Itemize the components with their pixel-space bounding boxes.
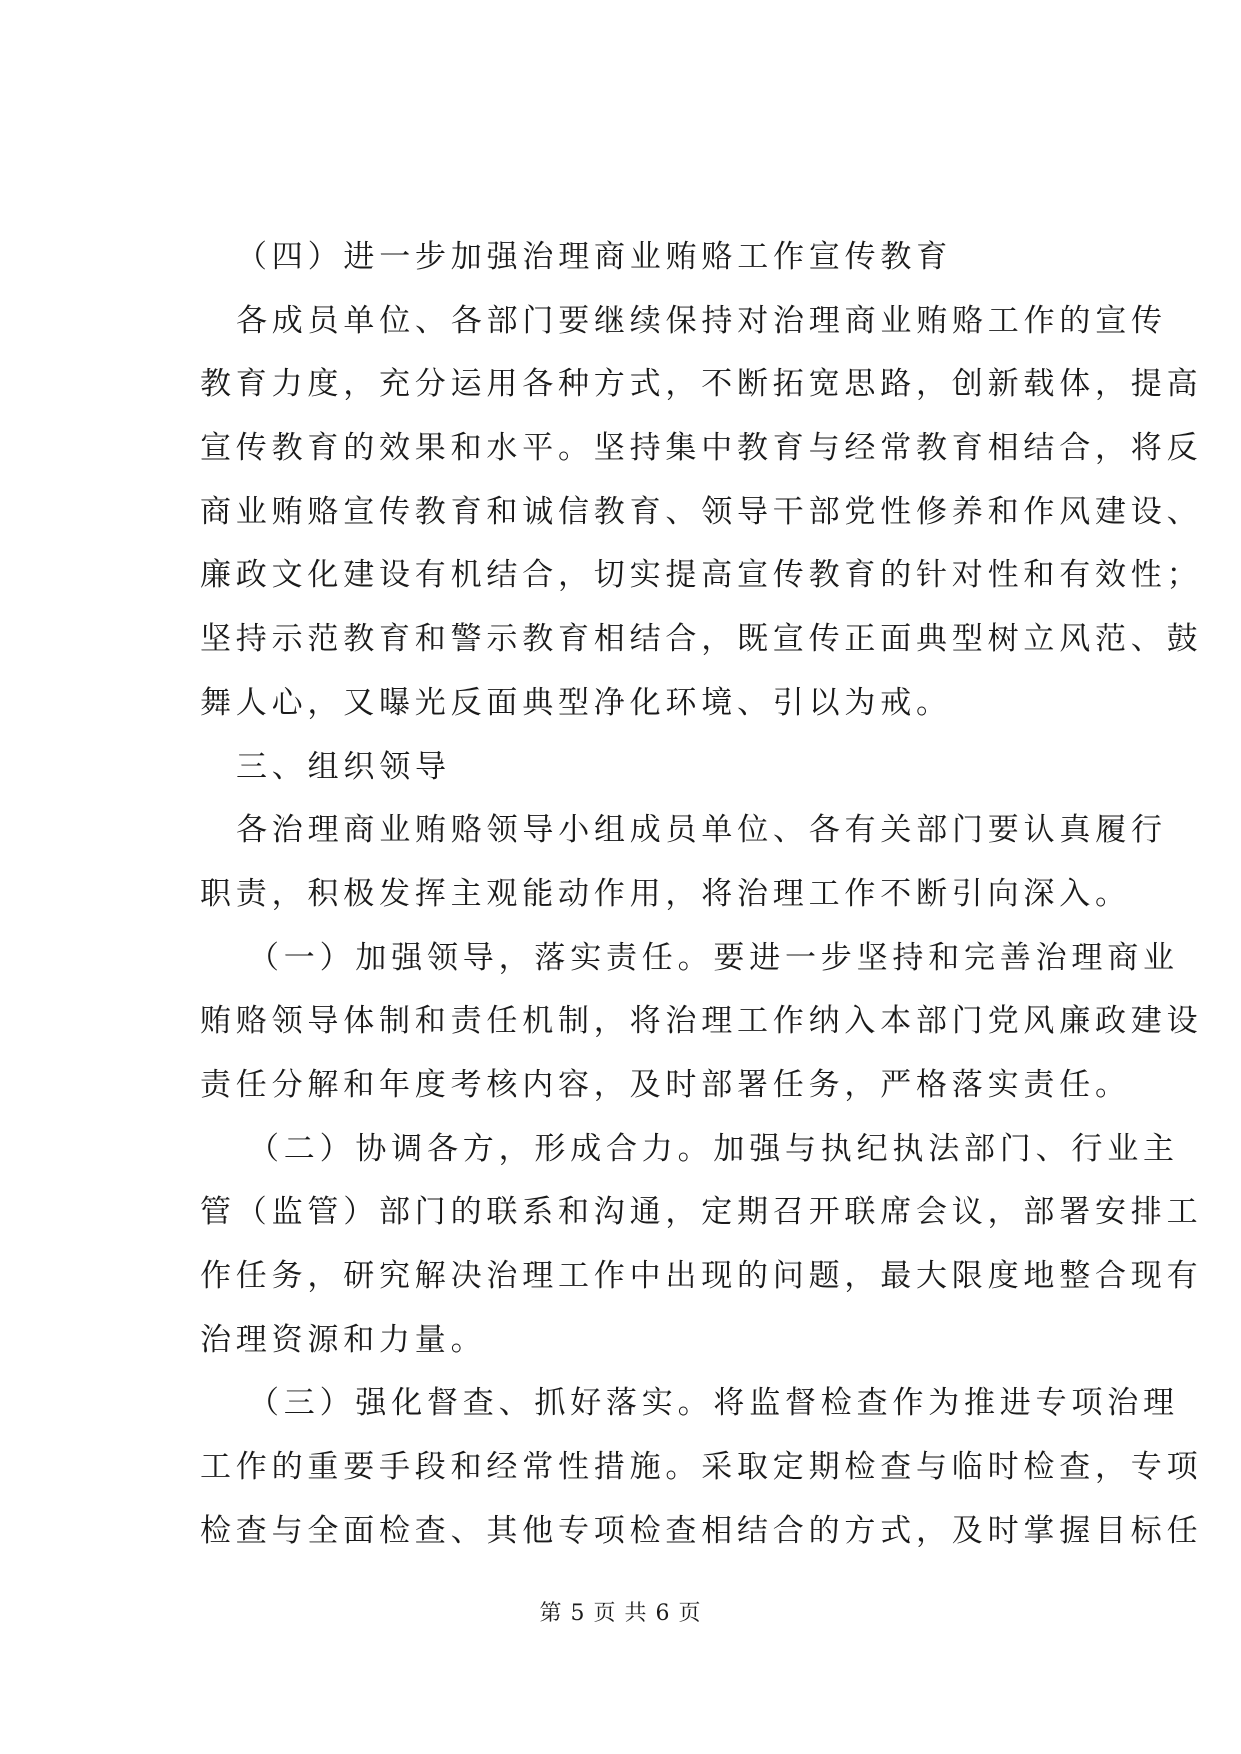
text-line: （四）进一步加强治理商业贿赂工作宣传教育 bbox=[236, 239, 952, 275]
page-number: 第 5 页 共 6 页 bbox=[539, 1601, 702, 1626]
text-line: 商业贿赂宣传教育和诚信教育、领导干部党性修养和作风建设、 bbox=[200, 493, 1203, 530]
text-line: 职责，积极发挥主观能动作用，将治理工作不断引向深入。 bbox=[200, 875, 1131, 912]
text-line: 廉政文化建设有机结合，切实提高宣传教育的针对性和有效性； bbox=[200, 557, 1203, 594]
text-line: 责任分解和年度考核内容，及时部署任务，严格落实责任。 bbox=[200, 1066, 1131, 1103]
text-line: （三）强化督查、抓好落实。将监督检查作为推进专项治理 bbox=[248, 1385, 1179, 1422]
text-line: 管（监管）部门的联系和沟通，定期召开联席会议，部署安排工 bbox=[200, 1194, 1203, 1231]
text-line: 各成员单位、各部门要继续保持对治理商业贿赂工作的宣传 bbox=[236, 302, 1167, 339]
text-line: （二）协调各方，形成合力。加强与执纪执法部门、行业主 bbox=[248, 1130, 1179, 1167]
text-line: 治理资源和力量。 bbox=[200, 1321, 487, 1358]
text-line: 宣传教育的效果和水平。坚持集中教育与经常教育相结合，将反 bbox=[200, 430, 1203, 467]
text-line: 作任务，研究解决治理工作中出现的问题，最大限度地整合现有 bbox=[200, 1258, 1203, 1294]
document-body bbox=[200, 226, 1203, 1563]
text-line: 教育力度，充分运用各种方式，不断拓宽思路，创新载体，提高 bbox=[200, 366, 1203, 403]
text-line: 坚持示范教育和警示教育相结合，既宣传正面典型树立风范、鼓 bbox=[200, 621, 1203, 658]
text-line: 检查与全面检查、其他专项检查相结合的方式，及时掌握目标任 bbox=[200, 1512, 1203, 1549]
text-line: 舞人心，又曝光反面典型净化环境、引以为戒。 bbox=[200, 684, 952, 721]
text-line: 工作的重要手段和经常性措施。采取定期检查与临时检查，专项 bbox=[200, 1449, 1203, 1486]
text-line: 贿赂领导体制和责任机制，将治理工作纳入本部门党风廉政建设 bbox=[200, 1003, 1203, 1040]
text-line: 各治理商业贿赂领导小组成员单位、各有关部门要认真履行 bbox=[236, 812, 1167, 849]
page-footer bbox=[0, 1598, 1241, 1630]
text-line: （一）加强领导，落实责任。要进一步坚持和完善治理商业 bbox=[248, 939, 1179, 976]
section-heading: 三、组织领导 bbox=[236, 748, 451, 785]
